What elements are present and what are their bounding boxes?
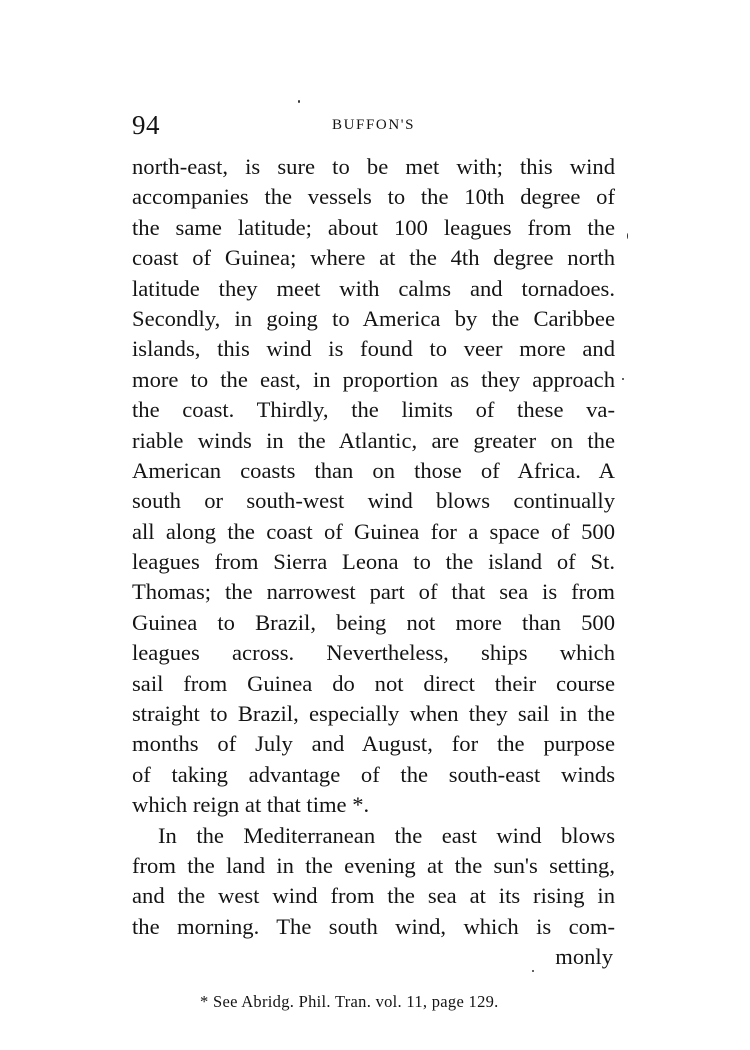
text-line: leagues across. Nevertheless, ships which bbox=[132, 640, 615, 666]
paragraph-1 bbox=[132, 152, 615, 821]
text-line: riable winds in the Atlantic, are greater on the bbox=[132, 427, 615, 453]
text-line: straight to Brazil, especially when they sail in the bbox=[132, 701, 615, 727]
catchword: monly bbox=[555, 944, 613, 970]
ink-speck bbox=[622, 378, 624, 380]
text-line: the coast. Thirdly, the limits of these va- bbox=[132, 397, 615, 423]
text-line: of taking advantage of the south-east winds bbox=[132, 761, 615, 787]
text-line: accompanies the vessels to the 10th degree of bbox=[132, 184, 615, 210]
page-number: 94 bbox=[132, 110, 160, 140]
text-line: which reign at that time *. bbox=[132, 792, 370, 818]
running-title: BUFFON'S bbox=[332, 117, 416, 133]
footnote: * See Abridg. Phil. Tran. vol. 11, page 129. bbox=[200, 992, 499, 1011]
text-line: Guinea to Brazil, being not more than 500 bbox=[132, 609, 615, 635]
text-line: more to the east, in proportion as they approach bbox=[132, 366, 615, 392]
text-line: Thomas; the narrowest part of that sea is from bbox=[132, 579, 615, 605]
text-line: sail from Guinea do not direct their course bbox=[132, 670, 615, 696]
text-line: latitude they meet with calms and tornadoes. bbox=[132, 275, 615, 301]
text-line: the same latitude; about 100 leagues from the bbox=[132, 214, 615, 240]
paragraph-2 bbox=[132, 821, 615, 973]
text-line: south or south-west wind blows continually bbox=[132, 488, 615, 514]
text-line: months of July and August, for the purpose bbox=[132, 731, 615, 757]
text-line: islands, this wind is found to veer more and bbox=[132, 336, 615, 362]
ink-speck bbox=[298, 100, 300, 103]
text-line: Secondly, in going to America by the Caribbee bbox=[132, 305, 615, 331]
text-line: In the Mediterranean the east wind blows bbox=[158, 822, 615, 848]
ink-speck bbox=[532, 970, 534, 972]
text-line: north-east, is sure to be met with; this wind bbox=[132, 154, 615, 179]
text-line: the morning. The south wind, which is com- bbox=[132, 913, 615, 939]
text-line: all along the coast of Guinea for a space of 500 bbox=[132, 518, 615, 544]
text-line: and the west wind from the sea at its rising in bbox=[132, 883, 615, 909]
text-line: American coasts than on those of Africa. A bbox=[132, 457, 615, 483]
page-header bbox=[132, 110, 617, 146]
text-line: from the land in the evening at the sun's setting, bbox=[132, 852, 615, 878]
ink-speck bbox=[627, 233, 628, 239]
body-text bbox=[132, 152, 615, 973]
text-line: leagues from Sierra Leona to the island of St. bbox=[132, 549, 615, 575]
text-line: coast of Guinea; where at the 4th degree north bbox=[132, 245, 615, 271]
